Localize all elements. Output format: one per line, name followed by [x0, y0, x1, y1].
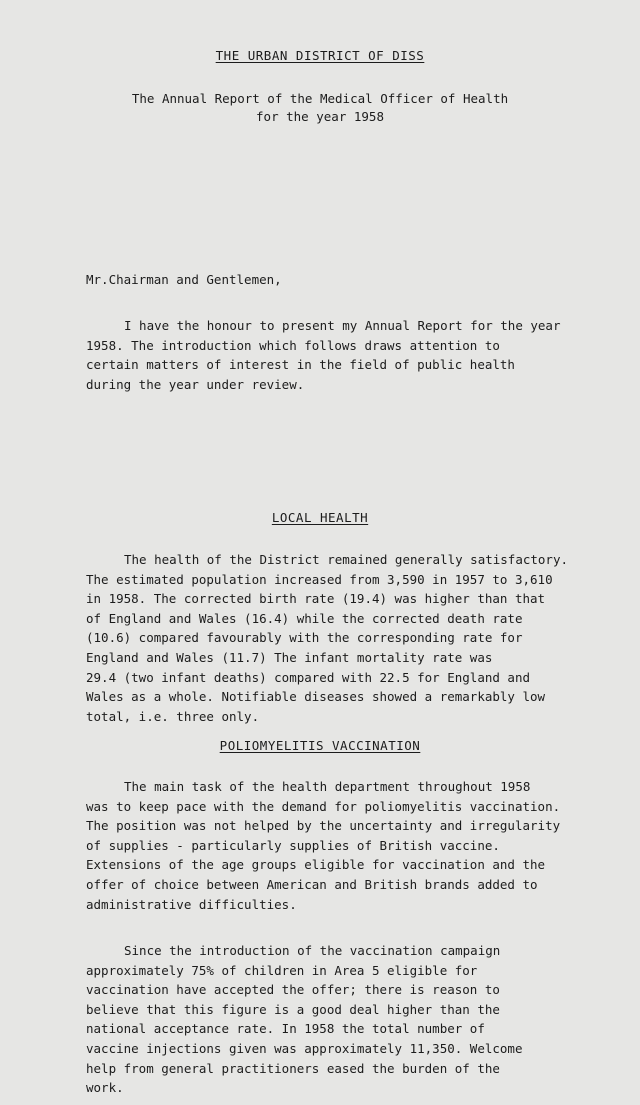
- polio-line: offer of choice between American and British brands added to: [86, 876, 538, 892]
- polio-line: was to keep pace with the demand for poliomyelitis vaccination.: [86, 798, 561, 814]
- polio-line: The position was not helped by the uncertainty and irregularity: [86, 818, 561, 834]
- polio-line: work.: [86, 1080, 124, 1096]
- polio-line: help from general practitioners eased the burden of the: [86, 1060, 500, 1076]
- report-title: [0, 90, 640, 126]
- local-health-line: The health of the District remained generally satisfactory.: [124, 552, 569, 567]
- local-health-line: 29.4 (two infant deaths) compared with 22.5 for England and: [86, 669, 531, 685]
- polio-line: The main task of the health department throughout 1958: [124, 779, 531, 794]
- polio-line: national acceptance rate. In 1958 the total number of: [86, 1021, 485, 1037]
- polio-line: Since the introduction of the vaccination campaign: [124, 943, 501, 958]
- polio-line: vaccination have accepted the offer; there is reason to: [86, 982, 500, 998]
- local-health-line: in 1958. The corrected birth rate (19.4) was higher than that: [86, 591, 546, 607]
- salutation: Mr.Chairman and Gentlemen,: [86, 272, 282, 287]
- polio-paragraph-1: [86, 777, 606, 914]
- polio-line: administrative difficulties.: [86, 896, 297, 912]
- local-health-line: England and Wales (11.7) The infant mortality rate was: [86, 649, 493, 665]
- local-health-line: Wales as a whole. Notifiable diseases showed a remarkably low: [86, 689, 546, 705]
- local-health-paragraph: [86, 550, 606, 726]
- district-heading: THE URBAN DISTRICT OF DISS: [215, 48, 425, 63]
- local-health-line: of England and Wales (16.4) while the corrected death rate: [86, 610, 523, 626]
- local-health-line: The estimated population increased from 3,590 in 1957 to 3,610: [86, 571, 553, 587]
- polio-heading: POLIOMYELITIS VACCINATION: [219, 738, 421, 753]
- local-health-line: (10.6) compared favourably with the corresponding rate for: [86, 630, 523, 646]
- report-title-line-2: for the year 1958: [256, 109, 384, 124]
- local-health-line: total, i.e. three only.: [86, 708, 260, 724]
- intro-paragraph: [86, 316, 606, 394]
- intro-line: certain matters of interest in the field of public health: [86, 357, 515, 373]
- intro-line: 1958. The introduction which follows draws attention to: [86, 337, 500, 353]
- intro-line: during the year under review.: [86, 376, 305, 392]
- report-title-line-1: The Annual Report of the Medical Officer of Health: [131, 91, 509, 106]
- polio-line: vaccine injections given was approximately 11,350. Welcome: [86, 1040, 523, 1056]
- polio-line: approximately 75% of children in Area 5 eligible for: [86, 962, 478, 978]
- polio-line: believe that this figure is a good deal higher than the: [86, 1001, 500, 1017]
- polio-line: Extensions of the age groups eligible for vaccination and the: [86, 857, 546, 873]
- polio-line: of supplies - particularly supplies of British vaccine.: [86, 837, 500, 853]
- polio-paragraph-2: [86, 941, 606, 1098]
- intro-line: I have the honour to present my Annual Report for the year: [124, 318, 561, 333]
- local-health-heading: LOCAL HEALTH: [271, 510, 369, 525]
